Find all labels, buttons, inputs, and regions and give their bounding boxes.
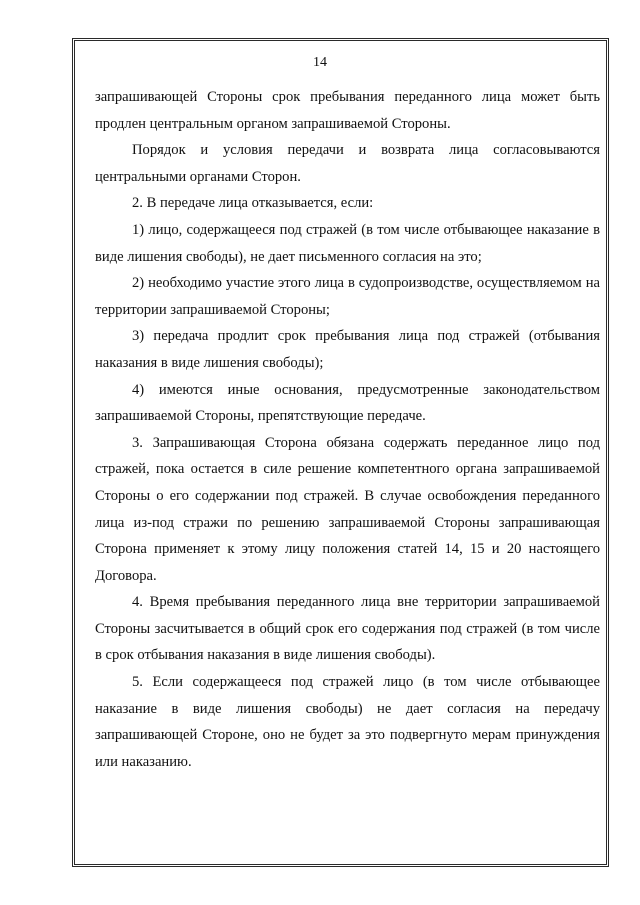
paragraph-clause-2-item-1: 1) лицо, содержащееся под стражей (в том числе отбывающее наказание в виде лишения свободы), не дает письменного согласия на это; [95, 221, 600, 265]
paragraph-continuation: запрашивающей Стороны срок пребывания переданного лица может быть продлен центральным органом запрашиваемой Стороны. [95, 89, 600, 132]
paragraph-clause-3: 3. Запрашивающая Сторона обязана содержать переданное лицо под стражей, пока остается в силе решение компетентного органа запрашиваемой Стороны о его содержании под стражей. В случае освобождения переданного лица из-под стражи по решению запрашиваемой Стороны запрашивающая Сторона применяет к этому лицу положения статей 14, 15 и 20 настоящего Договора. [95, 434, 600, 584]
paragraph-clause-2: 2. В передаче лица отказывается, если: [132, 195, 374, 212]
paragraph-procedure: Порядок и условия передачи и возврата лица согласовываются центральными органами Сторон. [95, 142, 600, 185]
paragraph-clause-5: 5. Если содержащееся под стражей лицо (в том числе отбывающее наказание в виде лишения свободы) не дает согласия на передачу запрашивающей Стороне, оно не будет за это подвергнуто мерам принуждения или наказанию. [95, 674, 600, 770]
paragraph-clause-4: 4. Время пребывания переданного лица вне территории запрашиваемой Стороны засчитывается в общий срок его содержания под стражей (в том числе в срок отбывания наказания в виде лишения свободы). [95, 594, 600, 664]
paragraph-clause-2-item-4: 4) имеются иные основания, предусмотренные законодательством запрашиваемой Стороны, препятствующие передаче. [95, 381, 600, 425]
page-number: 14 [313, 55, 327, 70]
paragraph-clause-2-item-3: 3) передача продлит срок пребывания лица под стражей (отбывания наказания в виде лишения свободы); [95, 328, 600, 371]
document-body [95, 84, 600, 775]
paragraph-clause-2-item-2: 2) необходимо участие этого лица в судопроизводстве, осуществляемом на территории запрашиваемой Стороны; [95, 275, 600, 318]
